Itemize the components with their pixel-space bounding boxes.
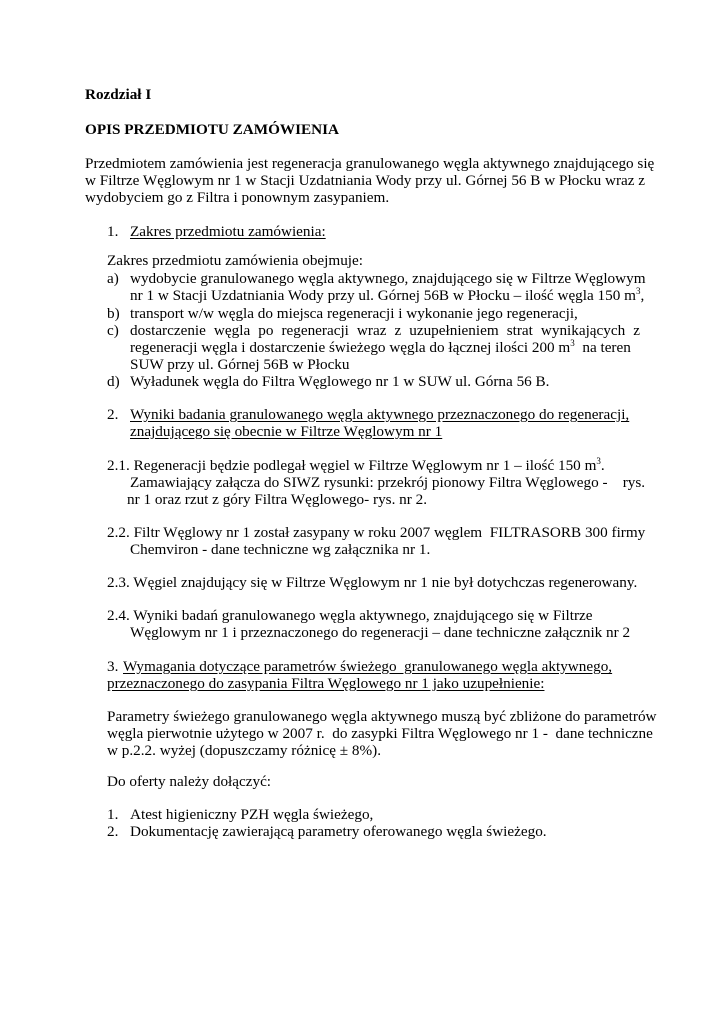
paragraph-line: Chemviron - dane techniczne wg załącznika nr 1. — [130, 541, 431, 558]
paragraph-line: 2.3. Węgiel znajdujący się w Filtrze Węglowym nr 1 nie był dotychczas regenerowany. — [107, 574, 638, 591]
list-marker: 1. — [107, 806, 119, 823]
list-item-text: Dokumentację zawierającą parametry oferowanego węgla świeżego. — [130, 823, 547, 840]
paragraph-line: nr 1 oraz rzut z góry Filtra Węglowego- rys. nr 2. — [127, 491, 428, 508]
chapter-label: Rozdział I — [85, 86, 152, 103]
intro-line: wydobyciem go z Filtra i ponownym zasypaniem. — [85, 189, 390, 206]
section-title: Wymagania dotyczące parametrów świeżego granulowanego węgla aktywnego, — [123, 658, 613, 675]
paragraph-line: 2.1. Regeneracji będzie podlegał węgiel w Filtrze Węglowym nr 1 – ilość 150 $m^3$. — [107, 456, 605, 474]
list-marker: b) — [107, 305, 120, 322]
list-marker: 2. — [107, 823, 119, 840]
list-item-text: transport w/w węgla do miejsca regeneracji i wykonanie jego regeneracji, — [130, 305, 578, 322]
section-number: 1. — [107, 223, 119, 240]
list-item-text: regeneracji węgla i dostarczenie świeżego węgla do łącznej ilości 200 $m^3$ na teren — [130, 338, 631, 356]
paragraph-line: Węglowym nr 1 i przeznaczonego do regeneracji – dane techniczne załącznik nr 2 — [130, 624, 631, 641]
page-title: OPIS PRZEDMIOTU ZAMÓWIENIA — [85, 121, 339, 138]
paragraph-line: 2.2. Filtr Węglowy nr 1 został zasypany w roku 2007 węglem FILTRASORB 300 firmy — [107, 524, 646, 541]
section-title: Zakres przedmiotu zamówienia: — [130, 223, 326, 240]
intro-line: w Filtrze Węglowym nr 1 w Stacji Uzdatniania Wody przy ul. Górnej 56 B w Płocku wraz z — [85, 172, 646, 189]
list-item-text: nr 1 w Stacji Uzdatniania Wody przy ul. Górnej 56B w Płocku – ilość węgla 150 $m^3$, — [130, 286, 645, 304]
paragraph-line: Zamawiający załącza do SIWZ rysunki: przekrój pionowy Filtra Węglowego - rys. — [130, 474, 646, 491]
list-item-text: Atest higieniczny PZH węgla świeżego, — [130, 806, 374, 823]
section-number: 3. — [107, 658, 119, 675]
list-marker: a) — [107, 270, 119, 287]
paragraph-line: 2.4. Wyniki badań granulowanego węgla aktywnego, znajdującego się w Filtrze — [107, 607, 593, 624]
intro-line: Przedmiotem zamówienia jest regeneracja granulowanego węgla aktywnego znajdującego się — [85, 155, 655, 172]
list-marker: d) — [107, 373, 120, 390]
list-item-text: SUW przy ul. Górnej 56B w Płocku — [130, 356, 350, 373]
list-item-text: dostarczenie węgla po regeneracji wraz z uzupełnieniem strat wynikających z — [130, 322, 640, 339]
paragraph-line: w p.2.2. wyżej (dopuszczamy różnicę ± 8%). — [107, 742, 382, 759]
section-title: przeznaczonego do zasypania Filtra Węglowego nr 1 jako uzupełnienie: — [107, 675, 545, 692]
paragraph-line: węgla pierwotnie użytego w 2007 r. do zasypki Filtra Węglowego nr 1 - dane techniczne — [107, 725, 653, 742]
scope-lead: Zakres przedmiotu zamówienia obejmuje: — [107, 252, 363, 269]
section-title: znajdującego się obecnie w Filtrze Węglowym nr 1 — [130, 423, 443, 440]
list-item-text: Wyładunek węgla do Filtra Węglowego nr 1 w SUW ul. Górna 56 B. — [130, 373, 550, 390]
paragraph-line: Parametry świeżego granulowanego węgla aktywnego muszą być zbliżone do parametrów — [107, 708, 657, 725]
list-marker: c) — [107, 322, 119, 339]
section-title: Wyniki badania granulowanego węgla aktywnego przeznaczonego do regeneracji, — [130, 406, 630, 423]
list-item-text: wydobycie granulowanego węgla aktywnego, znajdującego się w Filtrze Węglowym — [130, 270, 646, 287]
offer-lead: Do oferty należy dołączyć: — [107, 773, 272, 790]
section-number: 2. — [107, 406, 119, 423]
